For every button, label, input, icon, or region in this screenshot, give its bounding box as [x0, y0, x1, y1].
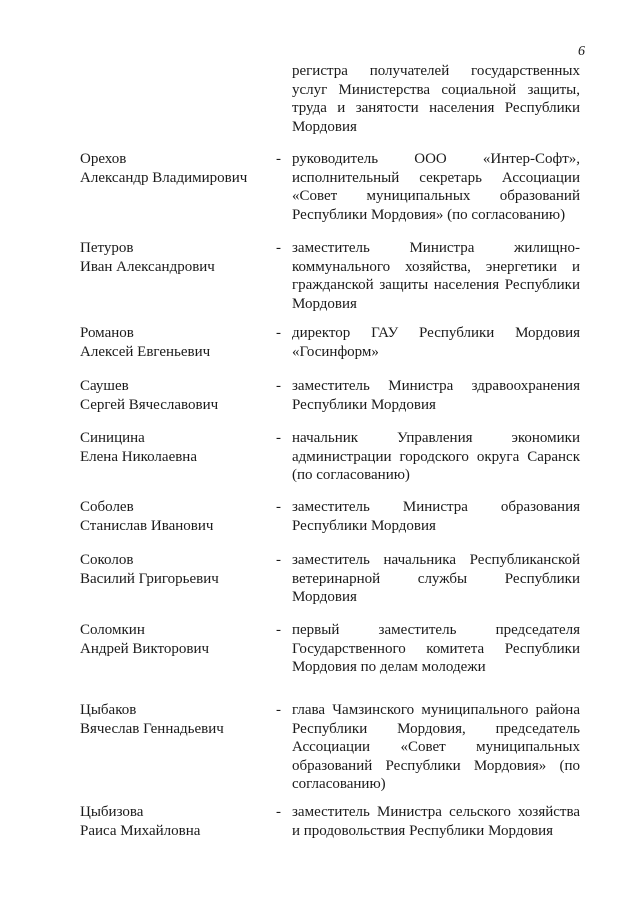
separator-dash: -	[276, 430, 281, 446]
separator-dash: -	[276, 378, 281, 394]
member-given-names: Станислав Иванович	[80, 517, 214, 534]
member-name	[80, 429, 280, 466]
member-surname: Соболев	[80, 499, 134, 515]
separator-dash: -	[276, 702, 281, 718]
member-surname: Соломкин	[80, 622, 145, 638]
member-role: заместитель Министра здравоохранения Республики Мордовия	[292, 378, 580, 413]
member-given-names: Александр Владимирович	[80, 169, 248, 186]
member-name	[80, 621, 280, 658]
member-name	[80, 324, 280, 361]
member-surname: Синицина	[80, 430, 145, 446]
member-name	[80, 377, 280, 414]
member-surname: Орехов	[80, 151, 127, 167]
separator-dash: -	[276, 622, 281, 638]
separator-dash: -	[276, 499, 281, 515]
member-role: заместитель Министра жилищно-коммунального хозяйства, энергетики и гражданской защиты населения Республики Мордовия	[292, 240, 580, 312]
member-given-names: Иван Александрович	[80, 258, 215, 275]
separator-dash: -	[276, 240, 281, 256]
member-name	[80, 803, 280, 840]
member-name	[80, 239, 280, 276]
member-role: глава Чамзинского муниципального района Республики Мордовия, председатель Ассоциации «Совет муниципальных образований Республики Мордовия» (по согласованию)	[292, 702, 580, 792]
member-name	[80, 498, 280, 535]
member-given-names: Сергей Вячеславович	[80, 396, 219, 413]
separator-dash: -	[276, 325, 281, 341]
member-role: первый заместитель председателя Государственного комитета Республики Мордовия по делам молодежи	[292, 622, 580, 675]
separator-dash: -	[276, 804, 281, 820]
member-role: заместитель Министра сельского хозяйства и продовольствия Республики Мордовия	[292, 804, 580, 839]
member-role: заместитель начальника Республиканской ветеринарной службы Республики Мордовия	[292, 552, 580, 605]
separator-dash: -	[276, 552, 281, 568]
member-name	[80, 701, 280, 738]
member-given-names: Андрей Викторович	[80, 640, 210, 657]
member-role: заместитель Министра образования Республики Мордовия	[292, 499, 580, 534]
member-surname: Петуров	[80, 240, 134, 256]
member-surname: Цыбизова	[80, 804, 144, 820]
member-surname: Цыбаков	[80, 702, 137, 718]
page-number: 6	[578, 44, 585, 59]
member-name	[80, 150, 280, 187]
member-given-names: Алексей Евгеньевич	[80, 343, 211, 360]
member-surname: Саушев	[80, 378, 129, 394]
separator-dash: -	[276, 151, 281, 167]
member-given-names: Раиса Михайловна	[80, 822, 201, 839]
member-given-names: Василий Григорьевич	[80, 570, 219, 587]
member-name	[80, 551, 280, 588]
member-role: руководитель ООО «Интер-Софт», исполнительный секретарь Ассоциации «Совет муниципальных образований Республики Мордовия» (по согласованию)	[292, 151, 580, 223]
member-given-names: Вячеслав Геннадьевич	[80, 720, 224, 737]
member-given-names: Елена Николаевна	[80, 448, 197, 465]
member-role: директор ГАУ Республики Мордовия «Госинформ»	[292, 325, 580, 360]
continuation-text: регистра получателей государственных услуг Министерства социальной защиты, труда и занятости населения Республики Мордовия	[292, 63, 580, 135]
member-role: начальник Управления экономики администрации городского округа Саранск (по согласованию)	[292, 430, 580, 483]
member-surname: Соколов	[80, 552, 134, 568]
member-surname: Романов	[80, 325, 134, 341]
